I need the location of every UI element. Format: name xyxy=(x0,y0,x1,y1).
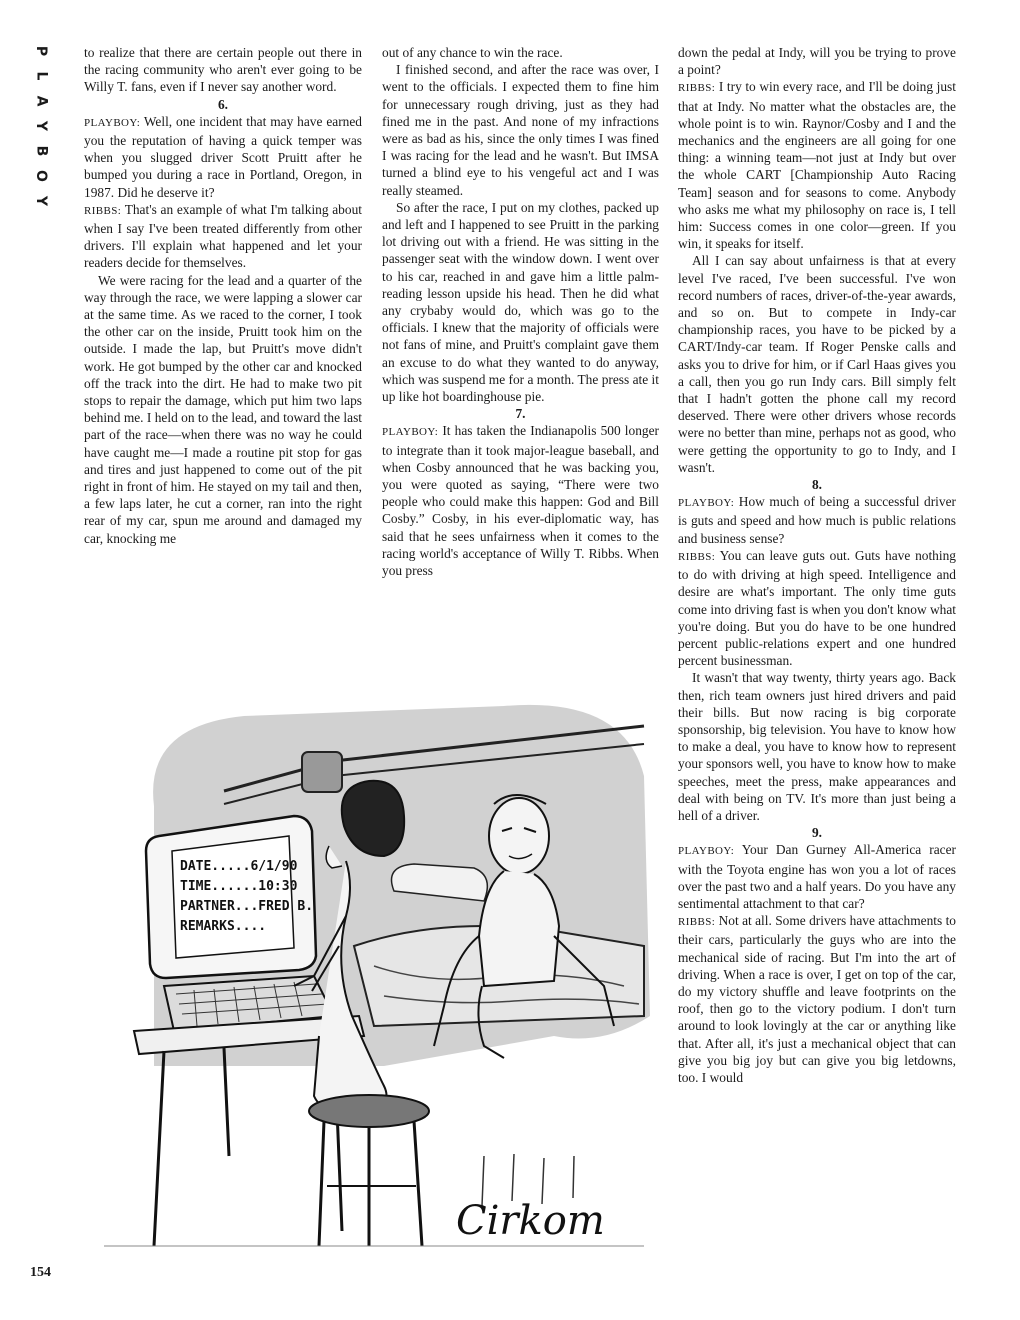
paragraph: It wasn't that way twenty, thirty years ago. Back then, rich team owners just hired drivers and paid their bills. But now racing is big corporate sponsorship, big television. You have to know how to make a deal, you have to know how to represent your sponsors well, you have to know how to make speeches, meet the press, make appearances and deal with being on TV. It's more than just being a hell of a driver. xyxy=(678,670,956,823)
masthead-letter: A xyxy=(33,95,49,107)
screen-line-time: TIME......10:30 xyxy=(180,879,298,894)
section-number: 9. xyxy=(811,825,823,841)
masthead-letter: B xyxy=(32,145,49,157)
question-paragraph xyxy=(678,841,956,912)
paragraph: I finished second, and after the race was over, I went to the officials. I expected them to fine him for unnecessary rough driving, just as they had fined me in the past. And none of my infractions were as bad as his, since the only times I was fined I was racing for the lead and he wasn't. But IMSA turned a blind eye to his vengeful act and I was really steamed. xyxy=(382,62,659,198)
screen-line-partner: PARTNER...FRED B. xyxy=(180,899,314,914)
column-1 xyxy=(84,44,362,547)
question-text: Your Dan Gurney All-America racer with the Toyota engine has won you a lot of races over the past two and a half years. Do you have any sentimental attachment to that car? xyxy=(678,842,956,911)
paragraph: out of any chance to win the race. xyxy=(382,45,563,60)
column-2 xyxy=(382,44,659,579)
question-paragraph xyxy=(678,493,956,547)
answer-paragraph xyxy=(678,912,956,1086)
answer-text: Not at all. Some drivers have attachments to their cars, particularly the guys who are into the mechanical side of racing. But I'm into the art of driving. When a race is over, I get on top of the car, do my victory shuffle and leave footprints on the roof, then go to the victory podium. I don't turn around to look lovingly at the car or anything like that. After all, it's just a mechanical object that can give you big joy but can give you big letdowns, too. I would xyxy=(678,913,956,1085)
question-text: Well, one incident that may have earned you the reputation of having a quick temper was when you slugged driver Scott Pruitt after he bumped you during a race in Portland, Oregon, in 1987. Did he deserve it? xyxy=(84,113,363,200)
speaker-label: PLAYBOY: xyxy=(84,116,141,129)
section-number: 8. xyxy=(811,477,823,493)
paragraph: We were racing for the lead and a quarter of the way through the race, we were lapping a slower car at the same time. As we raced to the corner, I took the other car on the inside, Pruitt took him on the outside. I made the lap, but Pruitt's move didn't work. He got bumped by the other car and knocked off the track into the dirt. He had to make two pit stops to repair the damage, which put him two laps behind me. I held on to the lead, and toward the last part of the race—when there was no way he could have caught me—I made a routine pit stop for gas and tires and just happened to come out of the pit right in front of him. He stayed on my tail and then, a few laps later, he cut a corner, ran into the right rear of my car, spun me around and damaged my car, knocking me xyxy=(84,272,362,546)
masthead-letter: L xyxy=(32,71,49,81)
speaker-label: RIBBS: xyxy=(84,204,122,217)
answer-paragraph xyxy=(84,201,362,272)
question-text: How much of being a successful driver is guts and speed and how much is public relations and business sense? xyxy=(678,494,956,546)
speaker-label: PLAYBOY: xyxy=(382,426,439,439)
masthead-letter: Y xyxy=(32,195,49,207)
speaker-label: PLAYBOY: xyxy=(678,845,735,858)
answer-text: I try to win every race, and I'll be doing just that at Indy. No matter what the obstacles are, the whole point is to win. Raynor/Cosby and I and the mechanics and the engineers are all going for one thing: a winning team—not just at Indy but over the whole CART [Championship Auto Racing Team] season and for seasons to come. Anybody who asks me what my philosophy on race is, I tell him: Success comes in one color—green. If you win, it speaks for itself. xyxy=(678,79,956,252)
speaker-label: RIBBS: xyxy=(678,916,716,929)
masthead-letter: P xyxy=(32,45,49,57)
speaker-label: RIBBS: xyxy=(678,550,716,563)
speaker-label: RIBBS: xyxy=(678,82,716,95)
cartoon-illustration xyxy=(84,686,660,1286)
cartoon-drawing xyxy=(84,686,660,1286)
stool xyxy=(309,1095,429,1246)
paragraph: down the pedal at Indy, will you be trying to prove a point? xyxy=(678,45,956,78)
paragraph: to realize that there are certain people out there in the racing community who aren't ever going to be Willy T. fans, even if I never say another word. xyxy=(84,45,362,95)
question-paragraph xyxy=(84,113,362,201)
cartoonist-signature: Cirkom xyxy=(456,1198,605,1244)
paragraph: So after the race, I put on my clothes, packed up and left and I happened to see Pruitt in the parking lot driving out with a friend. He was sitting in the passenger seat with the window down. I went over to his car, reached in and gave him a little palm-reading lesson upside his head. Then he did what any crybaby would do, which was go to the officials. I knew that the majority of officials were not fans of mine, and Pruitt's complaint gave them an excuse to do what they wanted to do anyway, which was suspend me for a month. The press ate it up like hot boardinghouse pie. xyxy=(382,199,659,405)
speaker-label: PLAYBOY: xyxy=(678,497,735,510)
answer-paragraph xyxy=(678,78,956,252)
playboy-masthead xyxy=(30,44,52,208)
question-text: It has taken the Indianapolis 500 longer to integrate than it took major-league baseball, and when Cosby announced that he was backing you, you were quoted as saying, “There were two people who could make this happen: God and Bill Cosby.” Cosby, in his ever-diplomatic way, has said that he sees unfairness when it comes to the racing world's acceptance of Willy T. Ribbs. When you press xyxy=(382,423,659,579)
paragraph: All I can say about unfairness is that at every level I've raced, I've been successful. I've won record numbers of races, driver-of-the-year awards, and so on. But to compete in Indy-car championship races, you have to be picked by a CART/Indy-car team. If Roger Penske calls and asks you to drive for him, or if Carl Haas gives you a call, then you go run Indy cars. Bill simply felt that I hadn't gotten the phone call my record deserved. There were other drivers whose records were no better than mine, perhaps not as good, who were getting the opportunity to go to Indy, and I wasn't. xyxy=(678,253,956,475)
section-number: 6. xyxy=(217,96,229,112)
question-paragraph xyxy=(382,422,659,579)
answer-text: You can leave guts out. Guts have nothing to do with driving at high speed. Intelligence and desire are what's important. The only time guts come into driving fast is when you don't know what you're doing. But you do have to be one hundred percent public-relations expert and one hundred percent businessman. xyxy=(678,547,956,669)
answer-text: That's an example of what I'm talking about when I say I've been treated differently from other drivers. I'll explain what happened and let your readers decide for themselves. xyxy=(84,201,362,271)
column-3 xyxy=(678,44,956,1086)
answer-paragraph xyxy=(678,547,956,669)
section-number: 7. xyxy=(515,406,526,422)
masthead-letter: Y xyxy=(32,120,49,132)
screen-line-remarks: REMARKS.... xyxy=(180,919,267,934)
masthead-letter: O xyxy=(33,170,49,182)
page-number: 154 xyxy=(30,1265,51,1280)
screen-line-date: DATE.....6/1/90 xyxy=(180,859,298,874)
